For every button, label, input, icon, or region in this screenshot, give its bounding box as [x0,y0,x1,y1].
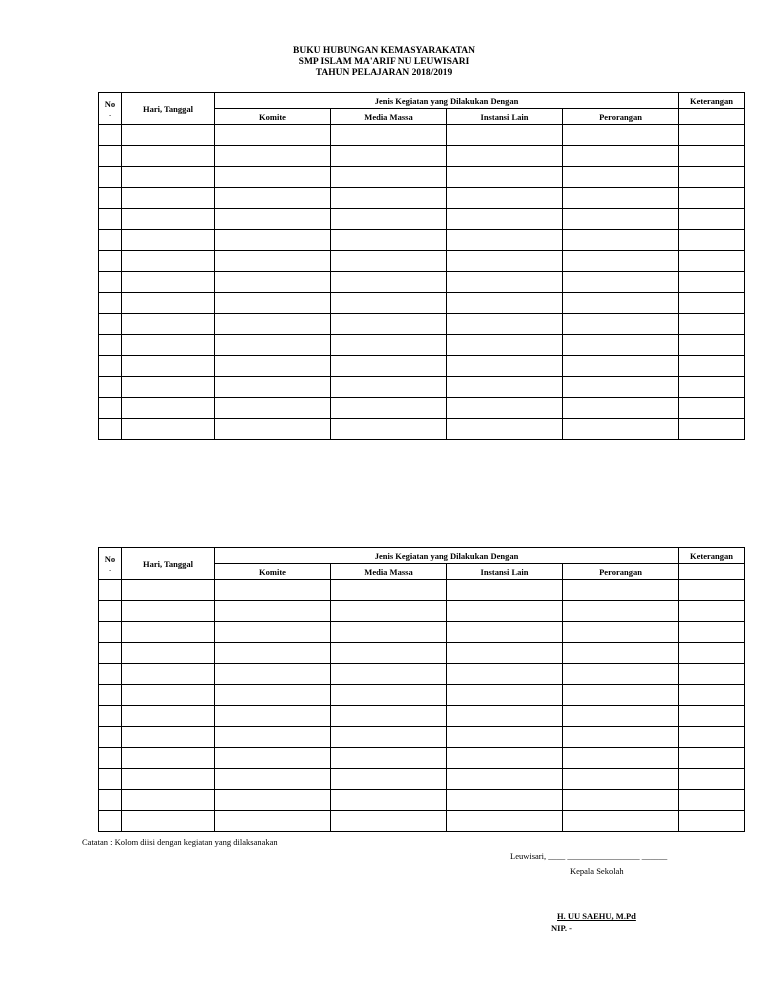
table-cell[interactable] [447,622,563,643]
header-individual: Perorangan [563,564,679,580]
header-activity-group: Jenis Kegiatan yang Dilakukan Dengan [215,93,679,109]
table-cell[interactable] [331,727,447,748]
table-row [99,335,745,356]
activity-table-2 [98,547,745,832]
title-line-3: TAHUN PELAJARAN 2018/2019 [315,68,453,78]
table-cell[interactable] [563,790,679,811]
table-cell[interactable] [99,769,122,790]
table-cell[interactable] [447,335,563,356]
table-cell[interactable] [563,167,679,188]
table-cell[interactable] [331,125,447,146]
table-cell[interactable] [447,230,563,251]
table-cell[interactable] [215,748,331,769]
table-cell[interactable] [122,643,215,664]
title-line-2: SMP ISLAM MA'ARIF NU LEUWISARI [298,57,470,67]
table-cell[interactable] [122,398,215,419]
table-cell[interactable] [563,727,679,748]
table-cell[interactable] [447,643,563,664]
table-cell[interactable] [563,580,679,601]
table-cell[interactable] [331,230,447,251]
table-cell[interactable] [215,188,331,209]
table-cell[interactable] [447,356,563,377]
table-cell[interactable] [331,188,447,209]
table-cell[interactable] [99,643,122,664]
table-cell[interactable] [215,664,331,685]
table-row [99,356,745,377]
table-cell[interactable] [447,167,563,188]
table-cell[interactable] [447,398,563,419]
header-individual: Perorangan [563,109,679,125]
table-cell[interactable] [679,125,745,146]
table-row [99,251,745,272]
table-cell[interactable] [563,377,679,398]
table-cell[interactable] [99,167,122,188]
header-notes: Keterangan [679,548,745,564]
table-row [99,748,745,769]
table-cell[interactable] [447,706,563,727]
table-cell[interactable] [122,356,215,377]
table-cell[interactable] [679,419,745,440]
table-cell[interactable] [679,643,745,664]
table-cell[interactable] [99,335,122,356]
table-cell[interactable] [215,769,331,790]
table-row [99,125,745,146]
table-cell[interactable] [447,685,563,706]
table-cell[interactable] [99,811,122,832]
table-cell[interactable] [447,769,563,790]
table-cell[interactable] [331,377,447,398]
table-cell[interactable] [122,601,215,622]
header-committee: Komite [215,109,331,125]
table-cell[interactable] [331,314,447,335]
table-cell[interactable] [99,419,122,440]
signature-place-date: Leuwisari, ____ _________________ ______ [510,851,668,861]
table-cell[interactable] [99,251,122,272]
header-notes: Keterangan [679,93,745,109]
table-cell[interactable] [122,748,215,769]
header-other-agency: Instansi Lain [447,564,563,580]
table-cell[interactable] [99,580,122,601]
table-cell[interactable] [215,811,331,832]
table-cell[interactable] [331,293,447,314]
table-cell[interactable] [447,314,563,335]
table-cell[interactable] [679,580,745,601]
table-cell[interactable] [99,146,122,167]
table-cell[interactable] [331,356,447,377]
table-row [99,706,745,727]
table-row [99,230,745,251]
table-cell[interactable] [99,601,122,622]
table-cell[interactable] [122,811,215,832]
table-cell[interactable] [679,230,745,251]
table-row [99,146,745,167]
table-cell[interactable] [563,272,679,293]
header-date: Hari, Tanggal [122,93,215,125]
header-mass-media: Media Massa [331,109,447,125]
table-cell[interactable] [99,272,122,293]
table-cell[interactable] [99,293,122,314]
table-cell[interactable] [679,706,745,727]
table-cell[interactable] [215,706,331,727]
table-cell[interactable] [215,251,331,272]
table-cell[interactable] [331,398,447,419]
table-cell[interactable] [563,209,679,230]
table-cell[interactable] [563,769,679,790]
table-cell[interactable] [563,356,679,377]
table-cell[interactable] [331,769,447,790]
table-cell[interactable] [679,167,745,188]
table-cell[interactable] [331,335,447,356]
table-cell[interactable] [563,664,679,685]
table-cell[interactable] [331,811,447,832]
header-no: No . [99,93,122,125]
table-cell[interactable] [215,125,331,146]
table-cell[interactable] [447,790,563,811]
table-cell[interactable] [215,230,331,251]
table-cell[interactable] [99,398,122,419]
table-cell[interactable] [679,664,745,685]
table-cell[interactable] [122,167,215,188]
table-cell[interactable] [215,314,331,335]
table-cell[interactable] [563,811,679,832]
table-cell[interactable] [215,356,331,377]
table-cell[interactable] [679,377,745,398]
table-cell[interactable] [679,188,745,209]
table-cell[interactable] [447,580,563,601]
signature-name: H. UU SAEHU, M.Pd [557,911,636,921]
table-cell[interactable] [563,706,679,727]
table-cell[interactable] [679,748,745,769]
table-cell[interactable] [215,643,331,664]
signature-nip: NIP. - [551,923,572,933]
header-notes-empty [679,109,745,125]
table-cell[interactable] [679,209,745,230]
table-cell[interactable] [679,769,745,790]
table-1-body [99,125,745,440]
table-cell[interactable] [122,706,215,727]
table-cell[interactable] [447,272,563,293]
table-cell[interactable] [679,356,745,377]
table-cell[interactable] [122,622,215,643]
table-cell[interactable] [447,125,563,146]
header-date: Hari, Tanggal [122,548,215,580]
table-cell[interactable] [447,209,563,230]
table-cell[interactable] [122,769,215,790]
table-cell[interactable] [99,209,122,230]
table-cell[interactable] [215,272,331,293]
table-cell[interactable] [99,377,122,398]
header-other-agency: Instansi Lain [447,109,563,125]
table-cell[interactable] [563,748,679,769]
table-cell[interactable] [331,167,447,188]
table-cell[interactable] [447,748,563,769]
table-row [99,314,745,335]
table-cell[interactable] [563,251,679,272]
table-cell[interactable] [447,293,563,314]
title-line-1: BUKU HUBUNGAN KEMASYARAKATAN [293,46,475,56]
table-row [99,790,745,811]
table-cell[interactable] [215,601,331,622]
table-cell[interactable] [99,727,122,748]
table-cell[interactable] [563,398,679,419]
table-cell[interactable] [215,398,331,419]
table-row [99,685,745,706]
table-cell[interactable] [122,335,215,356]
table-cell[interactable] [99,622,122,643]
table-cell[interactable] [679,146,745,167]
table-cell[interactable] [215,293,331,314]
table-cell[interactable] [679,335,745,356]
table-cell[interactable] [215,146,331,167]
header-no: No . [99,548,122,580]
table-cell[interactable] [447,251,563,272]
table-cell[interactable] [563,146,679,167]
table-cell[interactable] [122,209,215,230]
table-cell[interactable] [122,685,215,706]
table-cell[interactable] [122,230,215,251]
table-row [99,188,745,209]
table-cell[interactable] [122,727,215,748]
table-row [99,272,745,293]
table-cell[interactable] [215,167,331,188]
table-cell[interactable] [331,664,447,685]
table-cell[interactable] [563,335,679,356]
table-cell[interactable] [122,293,215,314]
table-cell[interactable] [447,377,563,398]
table-cell[interactable] [99,356,122,377]
table-cell[interactable] [563,314,679,335]
table-row [99,293,745,314]
header-mass-media: Media Massa [331,564,447,580]
table-row [99,727,745,748]
table-cell[interactable] [122,272,215,293]
table-cell[interactable] [331,146,447,167]
table-cell[interactable] [447,146,563,167]
table-cell[interactable] [563,601,679,622]
table-cell[interactable] [215,335,331,356]
table-row [99,643,745,664]
table-cell[interactable] [215,209,331,230]
table-cell[interactable] [447,727,563,748]
table-cell[interactable] [122,790,215,811]
table-cell[interactable] [679,790,745,811]
signature-role: Kepala Sekolah [570,866,624,876]
table-row [99,209,745,230]
table-row [99,167,745,188]
table-cell[interactable] [447,601,563,622]
table-cell[interactable] [215,622,331,643]
table-cell[interactable] [679,272,745,293]
table-cell[interactable] [331,251,447,272]
table-cell[interactable] [679,398,745,419]
table-cell[interactable] [447,664,563,685]
table-cell[interactable] [679,685,745,706]
table-cell[interactable] [122,580,215,601]
table-cell[interactable] [122,664,215,685]
table-cell[interactable] [122,377,215,398]
table-cell[interactable] [331,685,447,706]
table-cell[interactable] [122,251,215,272]
table-cell[interactable] [447,188,563,209]
table-row [99,580,745,601]
table-cell[interactable] [99,125,122,146]
table-cell[interactable] [99,188,122,209]
table-cell[interactable] [331,622,447,643]
table-cell[interactable] [331,601,447,622]
header-committee: Komite [215,564,331,580]
table-cell[interactable] [215,377,331,398]
table-cell[interactable] [122,146,215,167]
table-cell[interactable] [447,811,563,832]
table-cell[interactable] [215,580,331,601]
table-row [99,398,745,419]
table-cell[interactable] [331,272,447,293]
table-cell[interactable] [331,419,447,440]
table-row [99,601,745,622]
table-cell[interactable] [99,685,122,706]
table-cell[interactable] [331,209,447,230]
table-cell[interactable] [563,293,679,314]
table-cell[interactable] [679,601,745,622]
table-cell[interactable] [563,188,679,209]
table-cell[interactable] [679,622,745,643]
table-cell[interactable] [679,811,745,832]
table-row [99,769,745,790]
activity-table-1 [98,92,745,440]
table-cell[interactable] [99,664,122,685]
table-cell[interactable] [563,230,679,251]
table-cell[interactable] [122,125,215,146]
table-row [99,664,745,685]
table-cell[interactable] [563,643,679,664]
table-cell[interactable] [679,251,745,272]
table-cell[interactable] [99,748,122,769]
table-cell[interactable] [215,685,331,706]
table-cell[interactable] [215,727,331,748]
table-cell[interactable] [99,706,122,727]
table-cell[interactable] [563,622,679,643]
table-cell[interactable] [563,125,679,146]
table-cell[interactable] [679,314,745,335]
table-cell[interactable] [99,314,122,335]
table-cell[interactable] [331,790,447,811]
table-row [99,419,745,440]
table-cell[interactable] [99,230,122,251]
table-cell[interactable] [447,419,563,440]
table-cell[interactable] [99,790,122,811]
footnote: Catatan : Kolom diisi dengan kegiatan yang dilaksanakan [82,837,278,847]
table-2-body [99,580,745,832]
table-cell[interactable] [331,580,447,601]
table-cell[interactable] [331,748,447,769]
header-activity-group: Jenis Kegiatan yang Dilakukan Dengan [215,548,679,564]
document-title [0,46,768,79]
table-cell[interactable] [331,706,447,727]
table-row [99,377,745,398]
table-cell[interactable] [215,790,331,811]
table-cell[interactable] [563,685,679,706]
table-cell[interactable] [215,419,331,440]
table-cell[interactable] [122,314,215,335]
table-cell[interactable] [331,643,447,664]
table-cell[interactable] [679,727,745,748]
table-cell[interactable] [679,293,745,314]
table-row [99,811,745,832]
table-row [99,622,745,643]
table-cell[interactable] [122,419,215,440]
header-notes-empty [679,564,745,580]
table-cell[interactable] [122,188,215,209]
table-cell[interactable] [563,419,679,440]
